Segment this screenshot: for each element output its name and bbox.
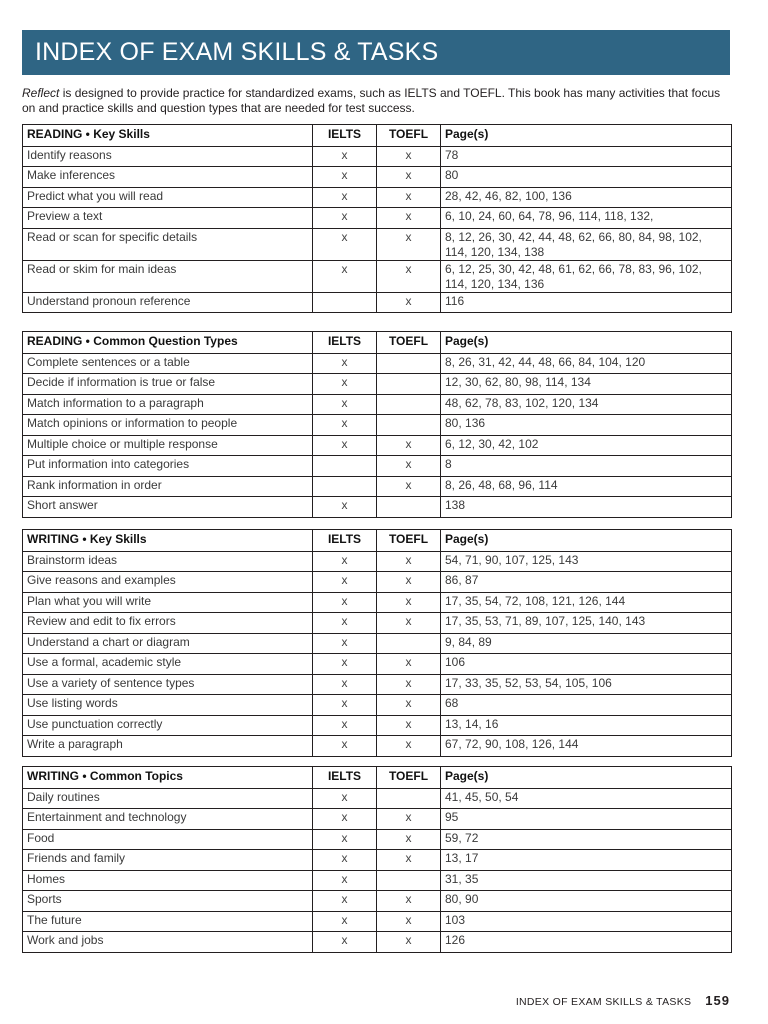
reading-key-skills-table [22, 124, 732, 313]
pages-cell: 12, 30, 62, 80, 98, 114, 134 [441, 374, 732, 395]
toefl-cell [377, 415, 441, 436]
ielts-cell: x [313, 415, 377, 436]
writing-key-skills-table [22, 529, 732, 757]
pages-cell: 6, 10, 24, 60, 64, 78, 96, 114, 118, 132, [441, 208, 732, 229]
skill-cell: Decide if information is true or false [23, 374, 313, 395]
ielts-cell: x [313, 613, 377, 634]
skill-cell: Sports [23, 891, 313, 912]
pages-cell: 13, 14, 16 [441, 715, 732, 736]
pages-cell: 6, 12, 25, 30, 42, 48, 61, 62, 66, 78, 83, 96, 102, 114, 120, 134, 136 [441, 260, 732, 292]
pages-cell: 54, 71, 90, 107, 125, 143 [441, 551, 732, 572]
skill-cell: Homes [23, 870, 313, 891]
skill-cell: Use listing words [23, 695, 313, 716]
column-header-toefl: TOEFL [377, 767, 441, 789]
table-row [23, 850, 732, 871]
table-row [23, 415, 732, 436]
toefl-cell: x [377, 260, 441, 292]
pages-cell: 41, 45, 50, 54 [441, 788, 732, 809]
table-row [23, 228, 732, 260]
toefl-cell: x [377, 592, 441, 613]
column-header-pages: Page(s) [441, 530, 732, 552]
table-row [23, 353, 732, 374]
intro-paragraph [22, 86, 732, 116]
ielts-cell: x [313, 654, 377, 675]
skill-cell: Understand a chart or diagram [23, 633, 313, 654]
table-row [23, 695, 732, 716]
ielts-cell [313, 476, 377, 497]
toefl-cell: x [377, 187, 441, 208]
ielts-cell [313, 456, 377, 477]
toefl-cell: x [377, 891, 441, 912]
toefl-cell: x [377, 654, 441, 675]
table-header-row [23, 530, 732, 552]
toefl-cell: x [377, 809, 441, 830]
skill-cell: Short answer [23, 497, 313, 518]
ielts-cell: x [313, 809, 377, 830]
skill-cell: Identify reasons [23, 146, 313, 167]
table-header-row [23, 332, 732, 354]
table-row [23, 788, 732, 809]
pages-cell: 78 [441, 146, 732, 167]
table-row [23, 572, 732, 593]
toefl-cell [377, 633, 441, 654]
pages-cell: 86, 87 [441, 572, 732, 593]
skill-cell: Preview a text [23, 208, 313, 229]
pages-cell: 17, 35, 53, 71, 89, 107, 125, 140, 143 [441, 613, 732, 634]
ielts-cell: x [313, 208, 377, 229]
table-row [23, 374, 732, 395]
intro-book-title: Reflect [22, 86, 60, 100]
table-heading: WRITING • Common Topics [23, 767, 313, 789]
ielts-cell: x [313, 572, 377, 593]
column-header-toefl: TOEFL [377, 530, 441, 552]
ielts-cell: x [313, 829, 377, 850]
ielts-cell: x [313, 260, 377, 292]
skill-cell: Friends and family [23, 850, 313, 871]
table-row [23, 497, 732, 518]
table-row [23, 715, 732, 736]
toefl-cell: x [377, 613, 441, 634]
pages-cell: 80 [441, 167, 732, 188]
pages-cell: 31, 35 [441, 870, 732, 891]
table-row [23, 592, 732, 613]
pages-cell: 106 [441, 654, 732, 675]
pages-cell: 17, 33, 35, 52, 53, 54, 105, 106 [441, 674, 732, 695]
toefl-cell: x [377, 911, 441, 932]
table-row [23, 870, 732, 891]
toefl-cell: x [377, 674, 441, 695]
table-row [23, 456, 732, 477]
toefl-cell: x [377, 829, 441, 850]
page-footer [516, 993, 730, 1008]
table-row [23, 187, 732, 208]
ielts-cell: x [313, 674, 377, 695]
skill-cell: Understand pronoun reference [23, 292, 313, 313]
pages-cell: 80, 90 [441, 891, 732, 912]
toefl-cell: x [377, 476, 441, 497]
intro-text: is designed to provide practice for standardized exams, such as IELTS and TOEFL. This book has many activities that focus on and practice skills and question types that are needed for test success. [22, 86, 721, 115]
table-row [23, 891, 732, 912]
column-header-pages: Page(s) [441, 767, 732, 789]
toefl-cell: x [377, 695, 441, 716]
ielts-cell: x [313, 592, 377, 613]
column-header-ielts: IELTS [313, 332, 377, 354]
skill-cell: Put information into categories [23, 456, 313, 477]
column-header-ielts: IELTS [313, 530, 377, 552]
ielts-cell: x [313, 911, 377, 932]
table-row [23, 736, 732, 757]
ielts-cell: x [313, 788, 377, 809]
ielts-cell: x [313, 394, 377, 415]
writing-common-topics-table [22, 766, 732, 953]
toefl-cell: x [377, 551, 441, 572]
pages-cell: 8, 26, 31, 42, 44, 48, 66, 84, 104, 120 [441, 353, 732, 374]
footer-label: INDEX OF EXAM SKILLS & TASKS [515, 996, 692, 1008]
ielts-cell: x [313, 435, 377, 456]
ielts-cell: x [313, 187, 377, 208]
pages-cell: 8 [441, 456, 732, 477]
pages-cell: 68 [441, 695, 732, 716]
table-row [23, 633, 732, 654]
table-row [23, 674, 732, 695]
pages-cell: 126 [441, 932, 732, 953]
toefl-cell: x [377, 715, 441, 736]
toefl-cell [377, 788, 441, 809]
pages-cell: 8, 12, 26, 30, 42, 44, 48, 62, 66, 80, 84, 98, 102, 114, 120, 134, 138 [441, 228, 732, 260]
skill-cell: Read or skim for main ideas [23, 260, 313, 292]
pages-cell: 80, 136 [441, 415, 732, 436]
pages-cell: 48, 62, 78, 83, 102, 120, 134 [441, 394, 732, 415]
toefl-cell: x [377, 932, 441, 953]
pages-cell: 17, 35, 54, 72, 108, 121, 126, 144 [441, 592, 732, 613]
table-row [23, 476, 732, 497]
toefl-cell: x [377, 292, 441, 313]
pages-cell: 28, 42, 46, 82, 100, 136 [441, 187, 732, 208]
skill-cell: Give reasons and examples [23, 572, 313, 593]
page-title: INDEX OF EXAM SKILLS & TASKS [22, 30, 730, 75]
pages-cell: 103 [441, 911, 732, 932]
ielts-cell: x [313, 932, 377, 953]
ielts-cell: x [313, 497, 377, 518]
ielts-cell: x [313, 353, 377, 374]
toefl-cell [377, 870, 441, 891]
pages-cell: 9, 84, 89 [441, 633, 732, 654]
table-row [23, 809, 732, 830]
ielts-cell: x [313, 715, 377, 736]
table-row [23, 146, 732, 167]
toefl-cell [377, 394, 441, 415]
pages-cell: 138 [441, 497, 732, 518]
pages-cell: 6, 12, 30, 42, 102 [441, 435, 732, 456]
toefl-cell [377, 497, 441, 518]
toefl-cell [377, 353, 441, 374]
table-row [23, 208, 732, 229]
table-row [23, 613, 732, 634]
pages-cell: 67, 72, 90, 108, 126, 144 [441, 736, 732, 757]
table-row [23, 167, 732, 188]
column-header-ielts: IELTS [313, 125, 377, 147]
skill-cell: Multiple choice or multiple response [23, 435, 313, 456]
toefl-cell: x [377, 736, 441, 757]
skill-cell: Food [23, 829, 313, 850]
table-row [23, 435, 732, 456]
skill-cell: The future [23, 911, 313, 932]
toefl-cell: x [377, 850, 441, 871]
table-row [23, 932, 732, 953]
ielts-cell [313, 292, 377, 313]
ielts-cell: x [313, 228, 377, 260]
ielts-cell: x [313, 374, 377, 395]
pages-cell: 116 [441, 292, 732, 313]
table-row [23, 394, 732, 415]
pages-cell: 8, 26, 48, 68, 96, 114 [441, 476, 732, 497]
table-row [23, 292, 732, 313]
skill-cell: Use punctuation correctly [23, 715, 313, 736]
skill-cell: Work and jobs [23, 932, 313, 953]
skill-cell: Match information to a paragraph [23, 394, 313, 415]
skill-cell: Use a formal, academic style [23, 654, 313, 675]
pages-cell: 13, 17 [441, 850, 732, 871]
ielts-cell: x [313, 891, 377, 912]
skill-cell: Predict what you will read [23, 187, 313, 208]
ielts-cell: x [313, 633, 377, 654]
table-row [23, 829, 732, 850]
reading-question-types-table [22, 331, 732, 518]
skill-cell: Review and edit to fix errors [23, 613, 313, 634]
ielts-cell: x [313, 870, 377, 891]
column-header-pages: Page(s) [441, 332, 732, 354]
skill-cell: Match opinions or information to people [23, 415, 313, 436]
ielts-cell: x [313, 695, 377, 716]
table-row [23, 260, 732, 292]
toefl-cell: x [377, 228, 441, 260]
skill-cell: Write a paragraph [23, 736, 313, 757]
skill-cell: Rank information in order [23, 476, 313, 497]
skill-cell: Plan what you will write [23, 592, 313, 613]
table-heading: READING • Key Skills [23, 125, 313, 147]
ielts-cell: x [313, 146, 377, 167]
table-heading: WRITING • Key Skills [23, 530, 313, 552]
skill-cell: Make inferences [23, 167, 313, 188]
pages-cell: 95 [441, 809, 732, 830]
toefl-cell: x [377, 572, 441, 593]
skill-cell: Complete sentences or a table [23, 353, 313, 374]
skill-cell: Read or scan for specific details [23, 228, 313, 260]
table-header-row [23, 767, 732, 789]
table-row [23, 551, 732, 572]
ielts-cell: x [313, 551, 377, 572]
toefl-cell: x [377, 146, 441, 167]
page-number: 159 [705, 993, 730, 1008]
column-header-ielts: IELTS [313, 767, 377, 789]
table-heading: READING • Common Question Types [23, 332, 313, 354]
toefl-cell: x [377, 435, 441, 456]
toefl-cell [377, 374, 441, 395]
table-row [23, 911, 732, 932]
column-header-toefl: TOEFL [377, 332, 441, 354]
ielts-cell: x [313, 736, 377, 757]
pages-cell: 59, 72 [441, 829, 732, 850]
ielts-cell: x [313, 167, 377, 188]
table-row [23, 654, 732, 675]
column-header-toefl: TOEFL [377, 125, 441, 147]
column-header-pages: Page(s) [441, 125, 732, 147]
toefl-cell: x [377, 208, 441, 229]
skill-cell: Brainstorm ideas [23, 551, 313, 572]
skill-cell: Use a variety of sentence types [23, 674, 313, 695]
skill-cell: Entertainment and technology [23, 809, 313, 830]
skill-cell: Daily routines [23, 788, 313, 809]
toefl-cell: x [377, 456, 441, 477]
table-header-row [23, 125, 732, 147]
ielts-cell: x [313, 850, 377, 871]
toefl-cell: x [377, 167, 441, 188]
